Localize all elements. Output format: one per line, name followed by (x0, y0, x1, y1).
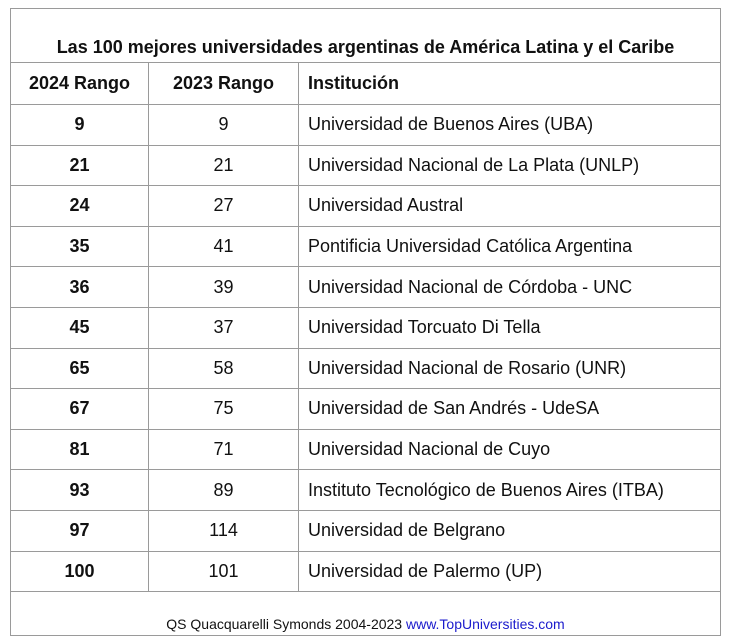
institution-name: Universidad Torcuato Di Tella (299, 307, 721, 348)
table-row (11, 186, 721, 227)
rank-2024: 65 (11, 348, 149, 389)
institution-name: Universidad Nacional de Rosario (UNR) (299, 348, 721, 389)
table-row (11, 105, 721, 146)
institution-name: Universidad Austral (299, 186, 721, 227)
table-row (11, 267, 721, 308)
rank-2023: 39 (149, 267, 299, 308)
rank-2024: 97 (11, 510, 149, 551)
rank-2023: 21 (149, 145, 299, 186)
source-text: QS Quacquarelli Symonds 2004-2023 (166, 616, 406, 633)
ranking-table (10, 8, 721, 636)
column-header-2024-rank: 2024 Rango (11, 63, 149, 105)
rank-2024: 67 (11, 389, 149, 430)
rank-2024: 100 (11, 551, 149, 592)
rank-2023: 89 (149, 470, 299, 511)
institution-name: Universidad Nacional de Córdoba - UNC (299, 267, 721, 308)
institution-name: Universidad Nacional de Cuyo (299, 429, 721, 470)
header-row (11, 63, 721, 105)
rank-2024: 81 (11, 429, 149, 470)
rank-2023: 114 (149, 510, 299, 551)
table-row (11, 551, 721, 592)
table-row (11, 145, 721, 186)
rank-2024: 21 (11, 145, 149, 186)
table-row (11, 429, 721, 470)
institution-name: Universidad de Buenos Aires (UBA) (299, 105, 721, 146)
table-row (11, 389, 721, 430)
source-footer (11, 592, 721, 636)
rank-2023: 9 (149, 105, 299, 146)
rank-2024: 93 (11, 470, 149, 511)
rank-2024: 35 (11, 226, 149, 267)
institution-name: Instituto Tecnológico de Buenos Aires (ITBA) (299, 470, 721, 511)
table-row (11, 226, 721, 267)
institution-name: Universidad de Palermo (UP) (299, 551, 721, 592)
institution-name: Pontificia Universidad Católica Argentina (299, 226, 721, 267)
rank-2023: 37 (149, 307, 299, 348)
table-row (11, 510, 721, 551)
rank-2024: 36 (11, 267, 149, 308)
rank-2023: 71 (149, 429, 299, 470)
rank-2023: 58 (149, 348, 299, 389)
rank-2023: 101 (149, 551, 299, 592)
rank-2024: 9 (11, 105, 149, 146)
table-title: Las 100 mejores universidades argentinas de América Latina y el Caribe (11, 9, 721, 63)
column-header-2023-rank: 2023 Rango (149, 63, 299, 105)
rank-2024: 45 (11, 307, 149, 348)
table-row (11, 470, 721, 511)
institution-name: Universidad de San Andrés - UdeSA (299, 389, 721, 430)
table-row (11, 307, 721, 348)
rank-2023: 41 (149, 226, 299, 267)
column-header-institution: Institución (299, 63, 721, 105)
rank-2024: 24 (11, 186, 149, 227)
rank-2023: 27 (149, 186, 299, 227)
table-row (11, 348, 721, 389)
source-link[interactable]: www.TopUniversities.com (405, 616, 565, 633)
institution-name: Universidad Nacional de La Plata (UNLP) (299, 145, 721, 186)
rank-2023: 75 (149, 389, 299, 430)
institution-name: Universidad de Belgrano (299, 510, 721, 551)
